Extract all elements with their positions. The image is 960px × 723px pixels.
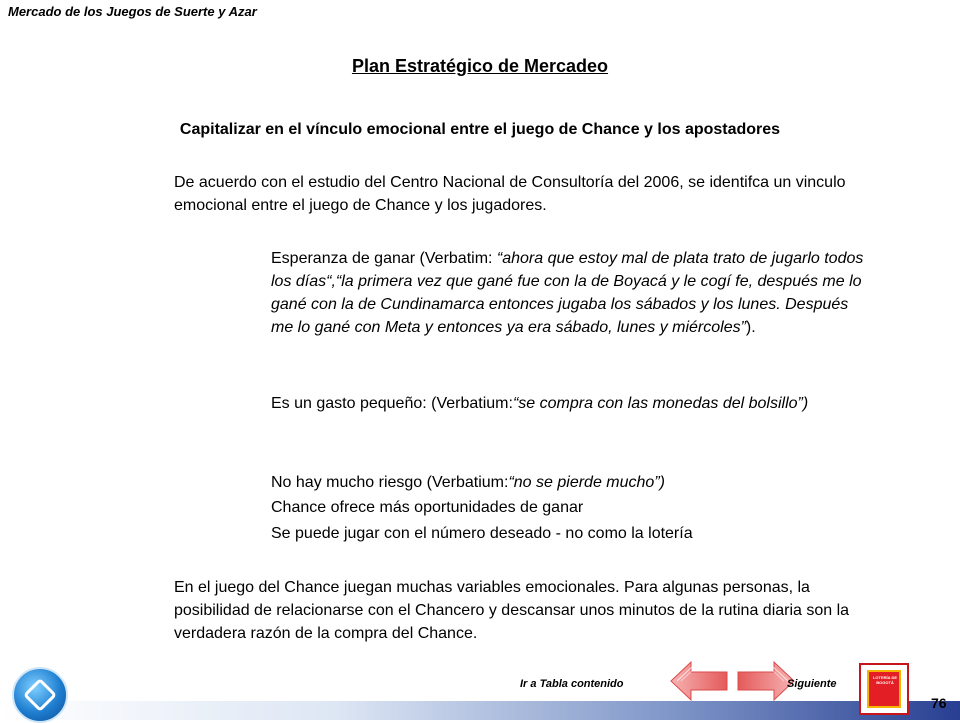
page-subtitle: Capitalizar en el vínculo emocional entre el juego de Chance y los apostadores (179, 121, 781, 138)
point-gasto-quote: “se compra con las monedas del bolsillo”) (512, 395, 809, 412)
page-title: Plan Estratégico de Mercadeo (351, 56, 609, 76)
lottery-logo (859, 663, 909, 715)
intro-paragraph: De acuerdo con el estudio del Centro Nacional de Consultoría del 2006, se identifca un vinculo emocional entre el juego de Chance y los jugadores. (174, 174, 846, 214)
footer-band (0, 701, 960, 720)
lottery-logo-square (867, 670, 901, 708)
lottery-logo-text: LOTERÍA DE BOGOTÁ (872, 675, 898, 685)
point-riesgo-quote: “no se pierde mucho”) (508, 474, 665, 491)
point-numero: Se puede jugar con el número deseado - no como la lotería (271, 525, 693, 542)
page-number: 76 (931, 695, 947, 711)
point-riesgo-lead: No hay mucho riesgo (Verbatium: (271, 474, 509, 491)
university-logo (12, 667, 68, 723)
point-oportunidades: Chance ofrece más oportunidades de ganar (271, 499, 584, 516)
point-esperanza-lead: Esperanza de ganar (Verbatim: (271, 250, 497, 267)
point-esperanza-tail: ). (745, 319, 756, 336)
cube-icon (23, 678, 57, 712)
toc-link[interactable]: Ir a Tabla contenido (520, 678, 624, 690)
point-esperanza-quote: “ahora que estoy mal de plata trato de jugarlo todos los días“,“la primera vez que gané fue con la de Boyacá y le cogí fe, después me lo gané con la de Cundinamarca entonces jugaba los sábados y los lunes. Después me lo gané con Meta y entonces ya era sábado, lunes y miércoles” (271, 250, 864, 336)
point-gasto (271, 392, 871, 415)
previous-arrow-icon[interactable] (667, 660, 731, 702)
next-link[interactable]: Siguiente (787, 678, 837, 690)
point-riesgo (271, 471, 871, 494)
closing-paragraph: En el juego del Chance juegan muchas variables emocionales. Para algunas personas, la posibilidad de relacionarse con el Chancero y descansar unos minutos de la rutina diaria son la verdadera razón de la compra del Chance. (174, 579, 850, 642)
point-gasto-lead: Es un gasto pequeño: (Verbatium: (271, 395, 513, 412)
point-esperanza (271, 247, 871, 339)
header-label: Mercado de los Juegos de Suerte y Azar (8, 4, 257, 19)
